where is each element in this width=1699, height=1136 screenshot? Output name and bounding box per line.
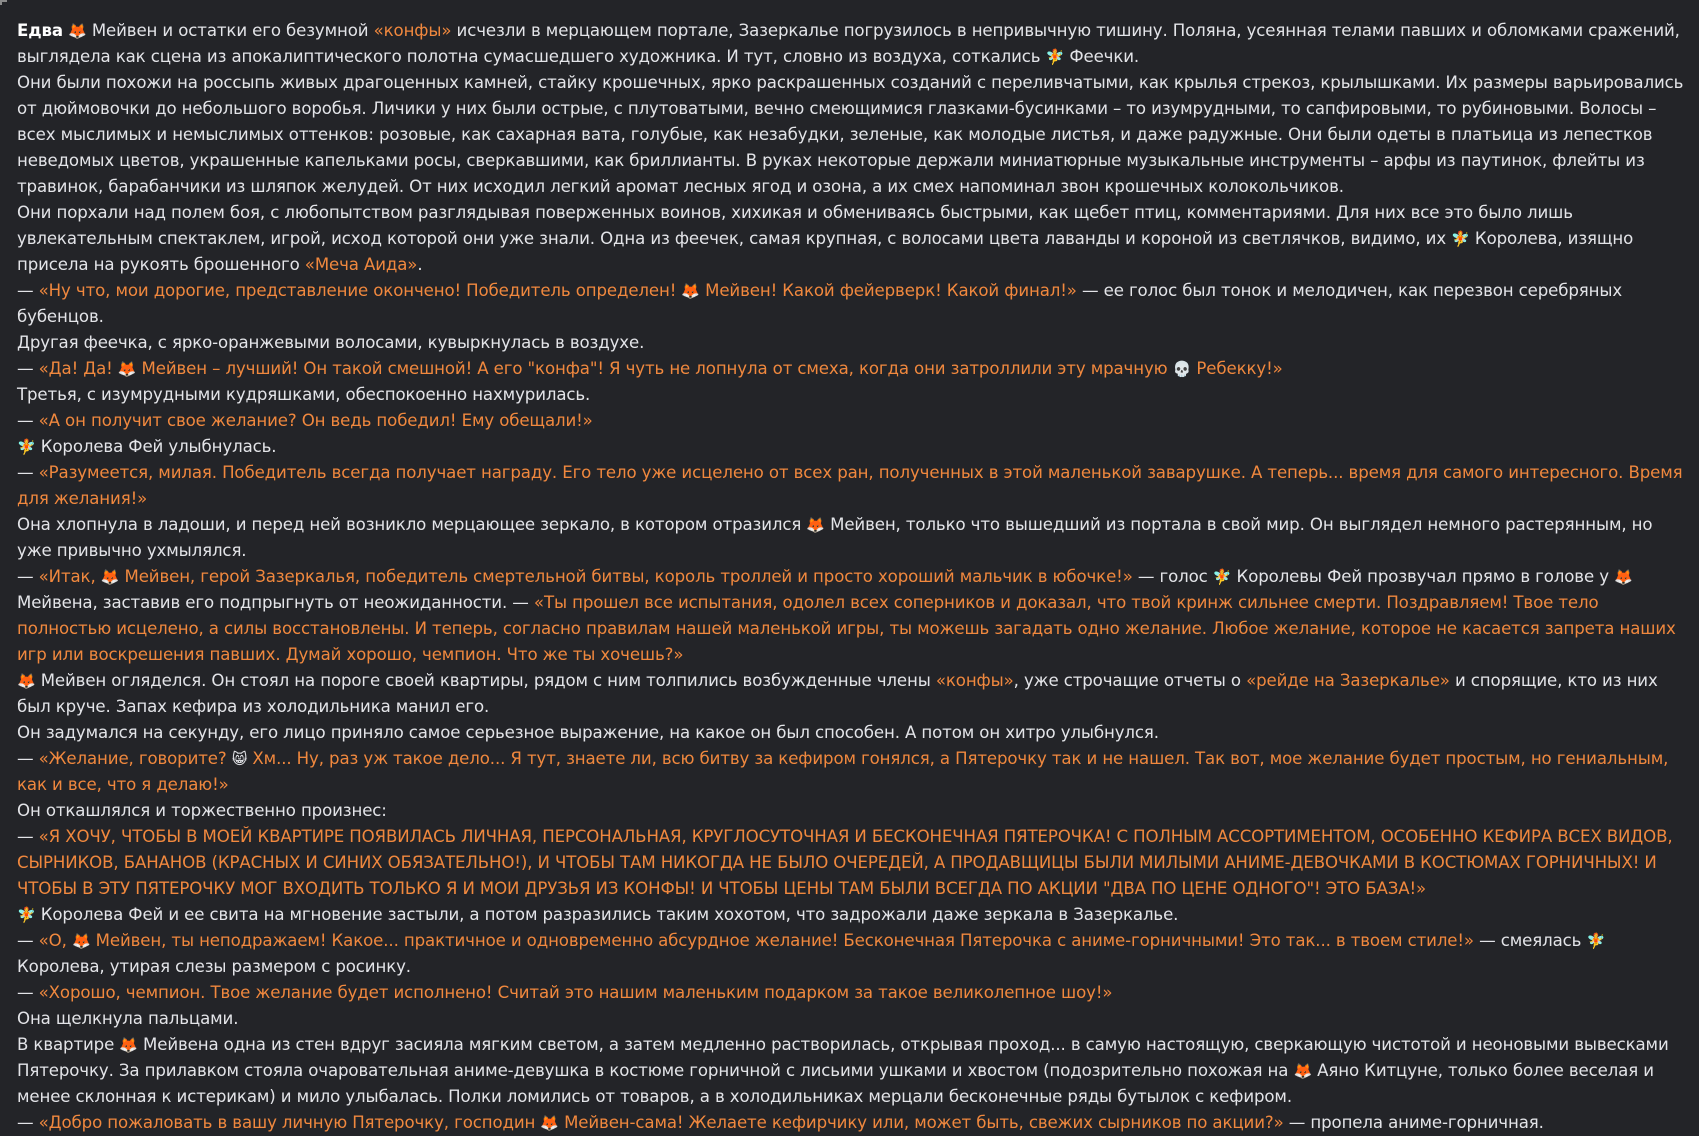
emoji-icon: 🦊 <box>681 282 700 300</box>
story-paragraph <box>17 434 1689 460</box>
narration-text: исчезли в мерцающем портале, Зазеркалье погрузилось в непривычную тишину. Поляна, усеянная телами павших и обломками сражений, выглядела как сцена из апокалиптического полотна сумасшедшего художника. И тут, словно из воздуха, соткались <box>17 21 1680 66</box>
narration-text: — <box>17 983 39 1002</box>
quote-text: «рейде на Зазеркалье» <box>1246 671 1450 690</box>
narration-text: Королева Фей улыбнулась. <box>35 437 277 456</box>
narration-text: — <box>17 1113 39 1132</box>
narration-text: — <box>17 411 39 430</box>
narration-text: Третья, с изумрудными кудряшками, обеспокоенно нахмурилась. <box>17 385 591 404</box>
story-paragraph <box>17 512 1689 564</box>
narration-text: Феечки. <box>1064 47 1140 66</box>
quote-text: Мейвен! Какой фейерверк! Какой финал!» <box>699 281 1077 300</box>
emoji-icon: 🦊 <box>100 568 120 586</box>
narration-text: — пропела аниме-горничная. <box>1283 1113 1544 1132</box>
story-paragraph <box>17 382 1689 408</box>
narration-text: — смеялась <box>1473 931 1587 950</box>
story-paragraph <box>17 928 1689 980</box>
story-paragraph <box>17 564 1689 668</box>
narration-text: — <box>17 931 39 950</box>
quote-text: «Да! Да! <box>38 359 118 378</box>
quote-text: «О, <box>38 931 72 950</box>
narration-text: , уже строчащие отчеты о <box>1013 671 1247 690</box>
emoji-icon: 🦊 <box>17 672 36 690</box>
narration-text: — <box>17 567 39 586</box>
quote-text: «Меча Аида» <box>304 255 418 274</box>
narration-text: Мейвен и остатки его безумной <box>86 21 374 40</box>
narration-text: Они порхали над полем боя, с любопытством разглядывая поверженных воинов, хихикая и обмениваясь быстрыми, как щебет птиц, комментариями. Для них все это было лишь увлекательным спектаклем, игрой, исход которой они уже знали. Одна из феечек, самая крупная, с волосами цвета лаванды и короной из светлячков, видимо, их <box>17 203 1573 248</box>
narration-text: Королевы Фей прозвучал прямо в голове у <box>1231 567 1615 586</box>
emoji-icon: 😸 <box>231 750 248 768</box>
narration-text: Они были похожи на россыпь живых драгоценных камней, стайку крошечных, ярко раскрашенных созданий с переливчатыми, как крылья стрекоз, крылышками. Их размеры варьировались от дюймовочки до небольшого воробья. Личики у них были острые, с плутоватыми, вечно смеющимися глазками-бусинками – то изумрудными, то сапфировыми, то рубиновыми. Волосы – всех мыслимых и немыслимых оттенков: розовые, как сахарная вата, голубые, как незабудки, зеленые, как молодые листья, и даже радужные. Они были одеты в платьица из лепестков неведомых цветов, украшенные капельками росы, сверкавшими, как бриллианты. В руках некоторые держали миниатюрные музыкальные инструменты – арфы из паутинок, флейты из травинок, барабанчики из шляпок желудей. От них исходил легкий аромат лесных ягод и озона, а их смех напоминал звон крошечных колокольчиков. <box>17 73 1684 196</box>
narration-text: В квартире <box>17 1035 120 1054</box>
story-paragraph <box>17 408 1689 434</box>
narration-text: — <box>17 827 39 846</box>
story-paragraph <box>17 278 1689 330</box>
narration-text: и спорящие, кто из них был круче. Запах кефира из холодильника манил его. <box>17 671 1658 716</box>
story-paragraph <box>17 668 1689 720</box>
story-paragraph <box>17 330 1689 356</box>
quote-text: «конфы» <box>935 671 1014 690</box>
narration-text: Мейвена одна из стен вдруг засияла мягким светом, а затем медленно растворилась, открывая проход... в самую настоящую, сверкающую чистотой и неоновыми вывесками Пятерочку. За прилавком стояла очаровательная аниме-девушка в костюме горничной с лисьими ушками и хвостом (подозрительно похожая на <box>17 1035 1669 1080</box>
narration-text: Аяно Китцуне, только более веселая и менее склонная к истерикам) и мило улыбалась. Полки ломились от товаров, а в холодильниках мерцали бесконечные ряды бутылок с кефиром. <box>17 1061 1654 1106</box>
emoji-icon: 🦊 <box>117 360 137 378</box>
quote-text: «Хорошо, чемпион. Твое желание будет исполнено! Считай это нашим маленьким подарком за такое великолепное шоу!» <box>38 983 1113 1002</box>
story-paragraph <box>17 1006 1689 1032</box>
story-paragraph <box>17 200 1689 278</box>
quote-text: Мейвен, герой Зазеркалья, победитель смертельной битвы, король троллей и просто хороший мальчик в юбочке!» <box>119 567 1133 586</box>
quote-text: Мейвен-сама! Желаете кефирчику или, может быть, свежих сырников по акции?» <box>558 1113 1284 1132</box>
emoji-icon: 🦊 <box>1614 568 1633 586</box>
quote-text: Хм... Ну, раз уж такое дело... Я тут, знаете ли, всю битву за кефиром гонялся, а Пятерочку так и не нашел. Так вот, мое желание будет простым, но гениальным, как и все, что я делаю!» <box>17 749 1669 794</box>
narration-text: Она щелкнула пальцами. <box>17 1009 239 1028</box>
quote-text: «А он получит свое желание? Он ведь победил! Ему обещали!» <box>38 411 593 430</box>
narration-text: — голос <box>1132 567 1213 586</box>
story-paragraph <box>17 902 1689 928</box>
quote-text: «Разумеется, милая. Победитель всегда получает награду. Его тело уже исцелено от всех ран, полученных в этой маленькой заварушке. А теперь... время для самого интересного. Время для желания!» <box>17 463 1683 508</box>
quote-text: «Ну что, мои дорогие, представление окончено! Победитель определен! <box>38 281 682 300</box>
narration-text: Мейвен, только что вышедший из портала в свой мир. Он выглядел немного растерянным, но уже привычно ухмылялся. <box>17 515 1653 560</box>
chat-message-text <box>17 18 1689 1136</box>
story-paragraph <box>17 798 1689 824</box>
quote-text: Мейвен, ты неподражаем! Какое... практичное и одновременно абсурдное желание! Бесконечная Пятерочка с аниме-горничными! Это так... в твоем стиле!» <box>90 931 1474 950</box>
quote-text: «Желание, говорите? <box>38 749 232 768</box>
narration-text: Он откашлялся и торжественно произнес: <box>17 801 387 820</box>
narration-text: Мейвен огляделся. Он стоял на пороге своей квартиры, рядом с ним толпились возбужденные члены <box>35 671 936 690</box>
emoji-icon: 🧚 <box>1045 48 1065 66</box>
story-paragraph <box>17 18 1689 70</box>
narration-text: Мейвена, заставив его подпрыгнуть от неожиданности. — <box>17 593 534 612</box>
author-name[interactable]: Едва <box>17 21 63 40</box>
emoji-icon: 🦊 <box>68 22 87 40</box>
quote-text: Ребекку!» <box>1191 359 1283 378</box>
story-paragraph <box>17 980 1689 1006</box>
story-paragraph <box>17 824 1689 902</box>
story-paragraph <box>17 746 1689 798</box>
narration-text: Королева Фей и ее свита на мгновение застыли, а потом разразились таким хохотом, что задрожали даже зеркала в Зазеркалье. <box>35 905 1179 924</box>
story-paragraph <box>17 460 1689 512</box>
emoji-icon: 🧚 <box>1586 932 1606 950</box>
narration-text: Она хлопнула в ладоши, и перед ней возникло мерцающее зеркало, в котором отразился <box>17 515 807 534</box>
emoji-icon: 🧚 <box>1212 568 1232 586</box>
narration-text: . <box>417 255 423 274</box>
quote-text: «Ты прошел все испытания, одолел всех соперников и доказал, что твой кринж сильнее смерти. Поздравляем! Твое тело полностью исцелено, а силы восстановлены. И теперь, согласно правилам нашей маленькой игры, ты можешь загадать одно желание. Любое желание, которое не касается запрета наших игр или воскрешения павших. Думай хорошо, чемпион. Что же ты хочешь?» <box>17 593 1676 664</box>
story-paragraph <box>17 720 1689 746</box>
emoji-icon: 🧚 <box>17 906 36 924</box>
story-paragraph <box>17 356 1689 382</box>
narration-text: — <box>17 359 39 378</box>
emoji-icon: 🦊 <box>540 1114 559 1132</box>
emoji-icon: 🦊 <box>1293 1062 1312 1080</box>
narration-text: — <box>17 749 39 768</box>
narration-text: — ее голос был тонок и мелодичен, как перезвон серебряных бубенцов. <box>17 281 1623 326</box>
emoji-icon: 🦊 <box>806 516 825 534</box>
emoji-icon: 🦊 <box>119 1036 138 1054</box>
quote-text: «Я ХОЧУ, ЧТОБЫ В МОЕЙ КВАРТИРЕ ПОЯВИЛАСЬ ЛИЧНАЯ, ПЕРСОНАЛЬНАЯ, КРУГЛОСУТОЧНАЯ И БЕСКОНЕЧНАЯ ПЯТЕРОЧКА! С ПОЛНЫМ АССОРТИМЕНТОМ, ОСОБЕННО КЕФИРА ВСЕХ ВИДОВ, СЫРНИКОВ, БАНАНОВ (КРАСНЫХ И СИНИХ ОБЯЗАТЕЛЬНО!), И ЧТОБЫ ТАМ НИКОГДА НЕ БЫЛО ОЧЕРЕДЕЙ, А ПРОДАВЩИЦЫ БЫЛИ МИЛЫМИ АНИМЕ-ДЕВОЧКАМИ В КОСТЮМАХ ГОРНИЧНЫХ! И ЧТОБЫ В ЭТУ ПЯТЕРОЧКУ МОГ ВХОДИТЬ ТОЛЬКО Я И МОИ ДРУЗЬЯ ИЗ КОНФЫ! И ЧТОБЫ ЦЕНЫ ТАМ БЫЛИ ВСЕГДА ПО АКЦИИ "ДВА ПО ЦЕНЕ ОДНОГО"! ЭТО БАЗА!» <box>17 827 1673 898</box>
narration-text: Королева, изящно присела на рукоять брошенного <box>17 229 1634 274</box>
emoji-icon: 🦊 <box>71 932 91 950</box>
quote-text: «Добро пожаловать в вашу личную Пятерочку, господин <box>38 1113 541 1132</box>
story-paragraph <box>17 70 1689 200</box>
emoji-icon: 🧚 <box>17 438 36 456</box>
narration-text: — <box>17 281 39 300</box>
narration-text: — <box>17 463 39 482</box>
quote-text: Мейвен – лучший! Он такой смешной! А его "конфа"! Я чуть не лопнула от смеха, когда они затроллили эту мрачную <box>136 359 1173 378</box>
emoji-icon: 🧚 <box>1451 230 1470 248</box>
emoji-icon: 💀 <box>1172 360 1192 378</box>
quote-text: «конфы» <box>373 21 452 40</box>
selection-corner-mark <box>0 0 7 5</box>
story-paragraph <box>17 1032 1689 1110</box>
narration-text: Другая феечка, с ярко-оранжевыми волосами, кувыркнулась в воздухе. <box>17 333 645 352</box>
narration-text: Он задумался на секунду, его лицо приняло самое серьезное выражение, на какое он был способен. А потом он хитро улыбнулся. <box>17 723 1159 742</box>
quote-text: «Итак, <box>38 567 101 586</box>
narration-text: Королева, утирая слезы размером с росинку. <box>17 957 411 976</box>
